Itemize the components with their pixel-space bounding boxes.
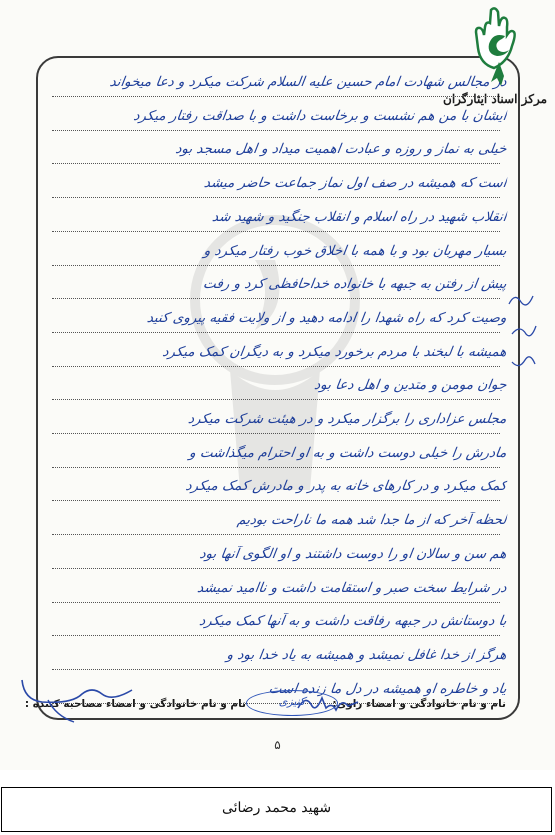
handwritten-line: مجلس عزاداری را برگزار میکرد و در هیئت شرکت میکرد [187, 411, 508, 427]
handwritten-line: وصیت کرد که راه شهدا را ادامه دهید و از ولایت فقیه پیروی کنید [145, 309, 508, 326]
handwritten-line: با دوستانش در جبهه رفاقت داشت و به آنها کمک میکرد [198, 613, 508, 630]
handwritten-line: ایشان با من هم نشست و برخاست داشت و با صداقت رفتار میکرد [132, 107, 508, 124]
handwritten-line: هرگز از خدا غافل نمیشد و همیشه به یاد خدا بود و [225, 646, 508, 663]
page-number: ۵ [274, 738, 281, 752]
handwritten-line: یاد و خاطره او همیشه در دل ما زنده است [267, 680, 508, 697]
handwritten-line: بسیار مهربان بود و با همه با اخلاق خوب رفتار میکرد و [202, 242, 508, 259]
interviewer-label: نام و نام خانوادگی و امضاء مصاحبه کننده : [24, 698, 246, 710]
handwritten-line: جوان مومن و متدین و اهل دعا بود [313, 377, 508, 394]
handwritten-line: پیش از رفتن به جبهه با خانواده خداحافظی کرد و رفت [202, 276, 508, 293]
caption-text: شهید محمد رضائی [221, 800, 332, 816]
handwritten-line: است که همیشه در صف اول نماز جماعت حاضر میشد [202, 175, 508, 192]
signature-flourish [18, 670, 138, 730]
handwritten-line: در شرایط سخت صبر و استقامت داشت و ناامید نمیشد [196, 579, 508, 596]
handwritten-line: مادرش را خیلی دوست داشت و به او احترام میگذاشت و [188, 444, 508, 461]
margin-scribble [510, 322, 538, 342]
caption-box [1, 787, 552, 832]
handwritten-line: هم سن و سالان او را دوست داشتند و او الگوی آنها بود [198, 545, 508, 562]
logo-text: مرکز اسناد ایثارگران [443, 92, 547, 106]
narrator-label: نام و نام خانوادگی و امضاء راوی: [332, 698, 506, 710]
handwritten-line: لحظه آخر که از ما جدا شد همه ما ناراحت بودیم [236, 512, 508, 529]
margin-scribble [507, 290, 535, 310]
handwritten-line: همیشه با لبخند با مردم برخورد میکرد و به دیگران کمک میکرد [161, 343, 508, 360]
interviewer-signature: کنیزی [246, 690, 338, 716]
handwritten-line: انقلاب شهید در راه اسلام و انقلاب جنگید و شهید شد [211, 208, 508, 225]
handwritten-line: خیلی به نماز و روزه و عبادت اهمیت میداد و اهل مسجد بود [174, 141, 508, 158]
margin-scribble [509, 352, 537, 372]
handwritten-line: در مجالس شهادت امام حسین علیه السلام شرکت میکرد و دعا میخواند [108, 74, 508, 90]
handwritten-line: کمک میکرد و در کارهای خانه به پدر و مادرش کمک میکرد [184, 478, 508, 495]
